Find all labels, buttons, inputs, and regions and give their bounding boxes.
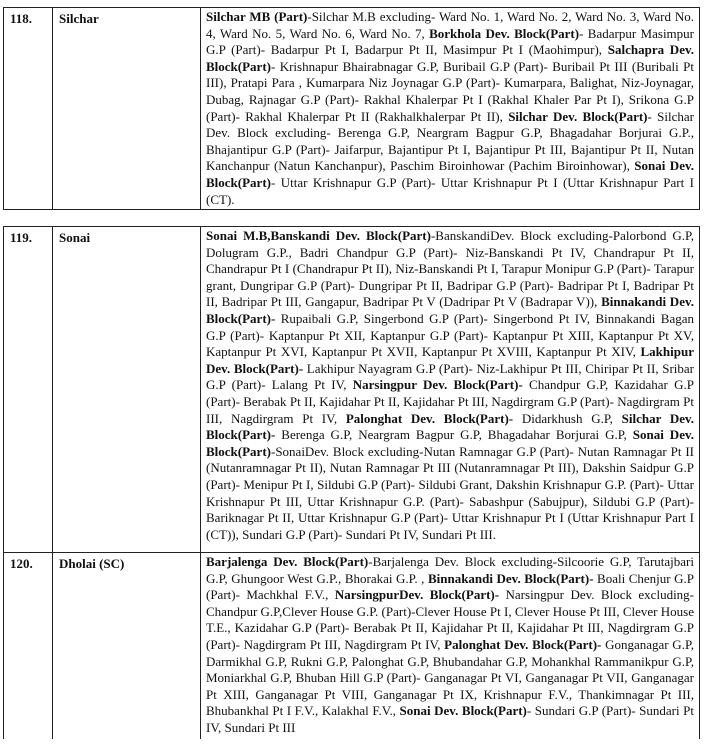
row-119-table xyxy=(3,226,700,739)
block-heading: Narsingpur Dev. Block(Part)- xyxy=(352,377,523,393)
area-text: - Sundari G.P (Part)- Sundari Pt IV, Sundari Pt III xyxy=(206,703,695,735)
block-heading: Binnakandi Dev. Block(Part)- xyxy=(206,294,694,326)
row-number: 118. xyxy=(4,8,53,210)
area-text: -BanskandiDev. Block excluding-Palorbond G.P, Dolugram G.P., Badri Chandpur G.P (Part)- Niz-Banskandi Pt IV, Chandrapur Pt II, Chandrapur Pt I (Chandrapur Pt II), Niz-Banskandi Pt I, Tarapur Monipur G.P (Part)- Tarapur grant, Dungripar G.P (Part)- Dungripar Pt II, Badripar G.P (Part)- Badripar Pt I, Badripar Pt II, Badripar Pt III, Gangapur, Badripar Pt V (Dadripar Pt V (Badrapar V)), xyxy=(206,228,694,310)
area-text: Berenga G.P, Neargram Bagpur G.P, Bhagadahar Borjurai G.P, xyxy=(275,427,633,443)
block-heading: Sonai Dev. Block(Part) xyxy=(399,703,527,719)
area-text: Didarkhush G.P, xyxy=(513,410,622,426)
area-text: - Badarpur Masimpur G.P (Part)- Badarpur Pt I, Badarpur Pt II, Masimpur Pt I (Maohimpur), xyxy=(206,25,694,58)
block-heading: NarsingpurDev. Block(Part)- xyxy=(334,587,500,603)
block-heading: Binnakandi Dev. Block(Part)- xyxy=(427,570,594,586)
area-text: - Silchar Dev. Block excluding- Berenga G.P, Neargram Bagpur G.P, Bhagadahar Borjurai G.P., Bhajantipur G.P (Part)- Jaifarpur, Bajantipur Pt I, Bajantipur Pt III, Bajantipur Pt II, Nutan Kanchanpur (Natun Kanchanpur), Paschim Biroinhowar (Pachim Biroinhowar), xyxy=(206,108,694,174)
area-text: Narsingpur Dev. Block excluding-Chandpur G.P,Clever House G.P. (Part)-Clever House Pt I, Clever House Pt III, Clever House T.E., Kazidahar G.P (Part)- Berabak Pt II, Kajidahar Pt II, Kajidahar Pt III, Nagdirgram G.P (Part)- Nagdirgram Pt III, Nagdirgram Pt IV, xyxy=(206,587,695,652)
row-number: 120. xyxy=(4,553,53,740)
block-heading: Silchar Dev. Block(Part) xyxy=(508,108,648,124)
block-heading: Sonai Dev. Block(Part) xyxy=(206,158,694,190)
block-heading: Barjalenga Dev. Block(Part) xyxy=(206,554,369,569)
row-number: 119. xyxy=(4,227,53,553)
block-heading: Palonghat Dev. Block(Part)- xyxy=(345,410,514,426)
area-text: Chandpur G.P, Kazidahar G.P (Part)- Berabak Pt II, Kajidahar Pt II, Kajidahar Pt III, Nagdirgram G.P (Part)- Nagdirgram Pt III, Nagdirgram Pt IV, xyxy=(206,377,694,426)
block-heading: Lakhipur Dev. Block(Part)- xyxy=(206,344,694,376)
area-description xyxy=(201,227,700,553)
block-heading: Silchar MB (Part) xyxy=(206,9,308,24)
constituency-name: Silchar xyxy=(53,8,201,210)
block-heading: Salchapra Dev. Block(Part) xyxy=(206,42,695,74)
area-description xyxy=(201,553,700,740)
area-text: - Uttar Krishnapur G.P (Part)- Uttar Krishnapur Pt I (Uttar Krishnapur Part I (CT). xyxy=(206,174,694,207)
constituency-name: Dholai (SC) xyxy=(53,553,201,740)
block-heading: Sonai Dev. Block(Part) xyxy=(206,427,694,459)
table-row xyxy=(4,227,700,553)
block-heading: Silchar Dev. Block(Part)- xyxy=(206,410,695,443)
area-text: -Barjalenga Dev. Block excluding-Silcoorie G.P, Tarutajbari G.P, Ghungoor West G.P., Bhorakai G.P. , xyxy=(206,554,694,586)
table-row xyxy=(4,553,700,740)
block-heading: Sonai M.B,Banskandi Dev. Block(Part) xyxy=(206,228,431,243)
area-text: - Krishnapur Bhairabnagar G.P, Buribail G.P (Part)- Buribail Pt III (Buribali Pt III), Pratapi Para , Kumarpara Niz Joynagar G.P (Part)- Kumarpara, Balighat, Niz-Joynagar, Dubag, Rajnagar G.P (Part)- Rakhal Khalerpar Pt I (Rakhal Khaler Par Pt I), Srikona G.P (Part)- Rakhal Khalerpar Pt II (Rakhalkhalerpar Pt II), xyxy=(206,58,694,124)
constituency-name: Sonai xyxy=(53,227,201,553)
block-heading: Borkhola Dev. Block(Part) xyxy=(429,25,580,41)
row-118-table xyxy=(3,7,700,210)
area-description xyxy=(201,8,700,210)
area-text: Lakhipur Nayagram G.P (Part)- Niz-Lakhipur Pt III, Chiripar Pt II, Sribar G.P (Part)- Lalang Pt IV, xyxy=(206,360,694,393)
area-text: Boali Chenjur G.P (Part)- Machkhal F.V., xyxy=(206,570,694,603)
block-heading: Palonghat Dev. Block(Part)- xyxy=(444,636,602,652)
table-row xyxy=(4,8,700,210)
area-text: Gonganagar G.P, Darmikhal G.P, Rukni G.P, Palonghat G.P, Bhubandahar G.P, Mohankhal Rammanikpur G.P, Moniarkhal G.P, Bhuban Hill G.P (Part)- Ganganagar Pt VI, Ganganagar Pt VII, Ganganagar Pt XIII, Ganganagar Pt VIII, Ganganagar Pt IX, Krishnapur F.V., Thankimnagar Pt III, Bhubankhal Pt I F.V., Kalakhal F.V., xyxy=(206,636,694,719)
area-text: -Silchar M.B excluding- Ward No. 1, Ward No. 2, Ward No. 3, Ward No. 4, Ward No. 5, Ward No. 6, Ward No. 7, xyxy=(206,9,694,41)
area-text: Rupaibali G.P, Singerbond G.P (Part)- Singerbond Pt IV, Binnakandi Bagan G.P (Part)- Kaptanpur Pt XII, Kaptanpur G.P (Part)- Kaptanpur Pt XIII, Kaptanpur Pt XV, Kaptanpur Pt XVI, Kaptanpur Pt XVII, Kaptanpur Pt XVIII, Kaptanpur Pt XIV, xyxy=(206,310,694,360)
area-text: -SonaiDev. Block excluding-Nutan Ramnagar G.P (Part)- Nutan Ramnagar Pt II (Nutanramnagar Pt II), Nutan Ramnagar Pt III (Nutanramnagar Pt III), Dakshin Saidpur G.P (Part)- Menipur Pt I, Sildubi G.P (Part)- Sildubi Grant, Dakshin Krishnapur G.P. (Part)- Uttar Krishnapur Pt III, Uttar Krishnapur G.P. (Part)- Sabashpur (Sabujpur), Sildubi G.P (Part)- Bariknagar Pt II, Uttar Krishnapur G.P (Part)- Uttar Krishnapur Pt I (Uttar Krishnapur Part I (CT)), Sundari G.P (Part)- Sundari Pt IV, Sundari Pt III. xyxy=(206,443,694,542)
